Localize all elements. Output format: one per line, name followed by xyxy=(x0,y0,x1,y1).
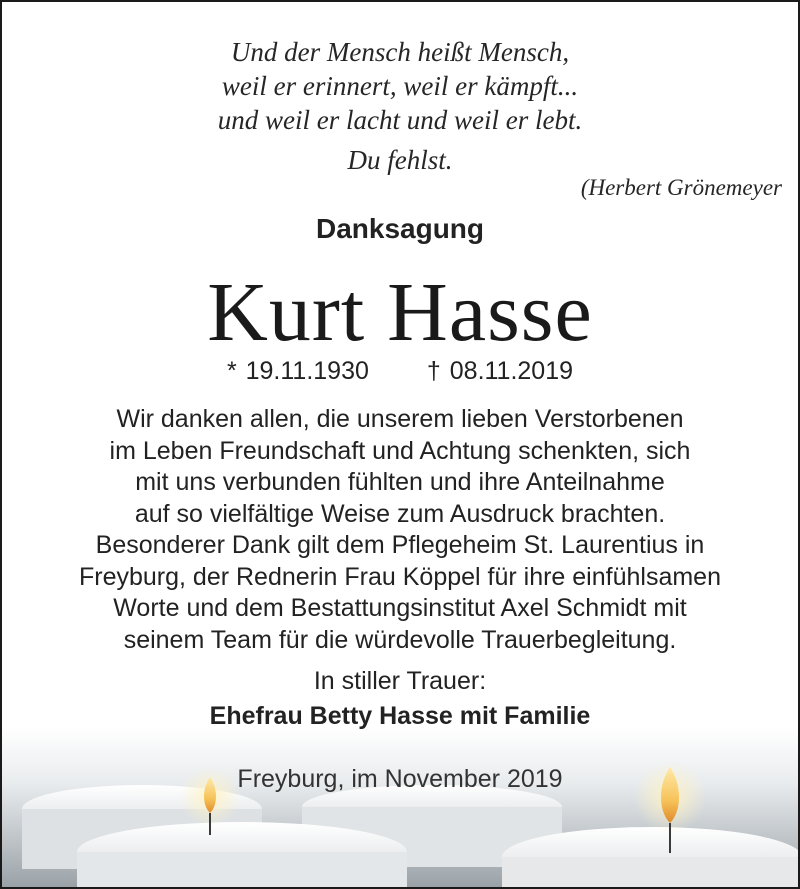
text-line: im Leben Freundschaft und Achtung schenkten, sich xyxy=(109,436,691,465)
text-line: Freyburg, der Rednerin Frau Köppel für ihre einfühlsamen xyxy=(78,562,721,591)
poem-line: Und der Mensch heißt Mensch, xyxy=(230,37,570,67)
death-date: † 08.11.2019 xyxy=(426,357,574,385)
poem-quote xyxy=(2,35,798,177)
mourning-line: In stiller Trauer: xyxy=(313,667,487,695)
family-signature: Ehefrau Betty Hasse mit Familie xyxy=(209,702,591,730)
poem-line: weil er erinnert, weil er kämpft... xyxy=(221,71,579,101)
poem-closing: Du fehlst. xyxy=(347,145,453,175)
life-dates xyxy=(2,357,798,386)
text-line: Besonderer Dank gilt dem Pflegeheim St. Laurentius in xyxy=(95,531,705,559)
text-line: Worte und dem Bestattungsinstitut Axel Schmidt mit xyxy=(113,594,687,622)
birth-date: * 19.11.1930 xyxy=(226,357,369,385)
notice-heading: Danksagung xyxy=(315,213,485,244)
text-line: Wir danken allen, die unserem lieben Verstorbenen xyxy=(116,405,684,433)
place-date: Freyburg, im November 2019 xyxy=(237,765,563,793)
text-line: seinem Team für die würdevolle Trauerbegleitung. xyxy=(123,625,677,654)
deceased-name: Kurt Hasse xyxy=(207,266,593,359)
text-line: mit uns verbunden fühlten und ihre Anteilnahme xyxy=(135,468,665,496)
thank-you-text xyxy=(2,404,798,656)
quote-author: (Herbert Grönemeyer xyxy=(580,175,782,200)
poem-line: und weil er lacht und weil er lebt. xyxy=(217,105,583,135)
text-line: auf so vielfältige Weise zum Ausdruck brachten. xyxy=(134,499,666,528)
